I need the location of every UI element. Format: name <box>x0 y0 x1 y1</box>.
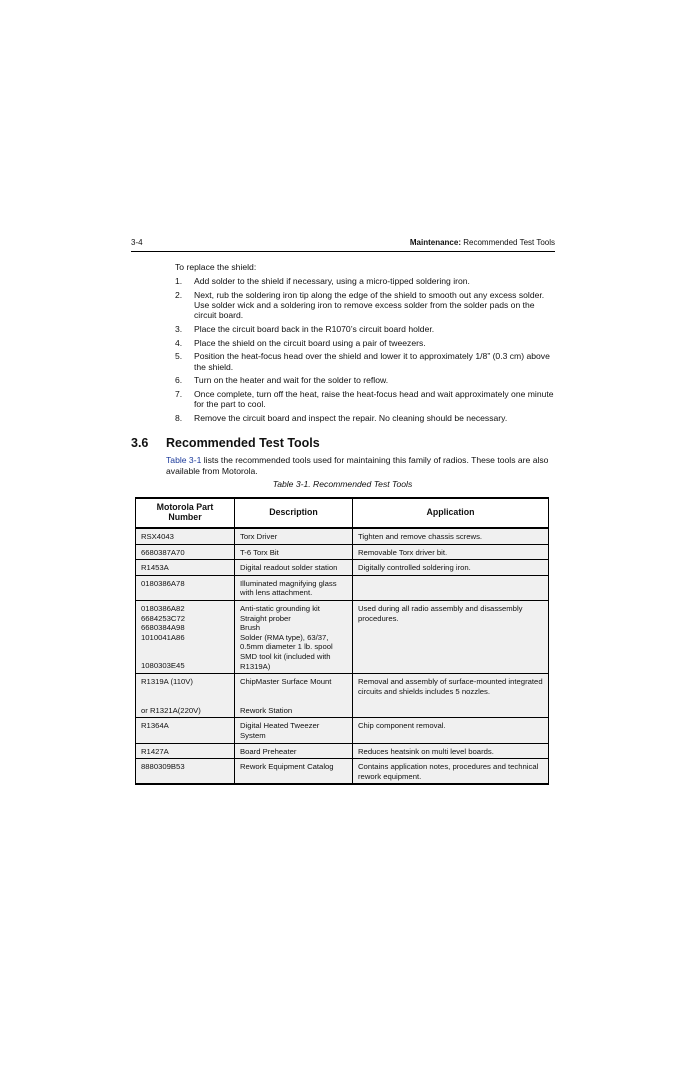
description-line: ChipMaster Surface Mount <box>240 677 332 687</box>
part-number-cell: R1453A <box>136 560 235 576</box>
column-header-application: Application <box>353 498 549 528</box>
step-text: Place the shield on the circuit board using a pair of tweezers. <box>194 337 426 348</box>
paragraph-text: lists the recommended tools used for maintaining this family of radios. These tools are also available from Motorola. <box>166 455 549 476</box>
description-cell: Torx Driver <box>235 528 353 544</box>
description-cell: Digital readout solder station <box>235 560 353 576</box>
part-number: R1319A (110V) <box>141 677 193 687</box>
application-cell: Used during all radio assembly and disassembly procedures. <box>353 600 549 673</box>
list-item <box>175 290 555 321</box>
part-number-cell <box>136 600 235 673</box>
part-number: or R1321A(220V) <box>141 705 201 715</box>
part-number-cell: 0180386A78 <box>136 575 235 600</box>
page-number: 3-4 <box>131 238 143 247</box>
section-number: 3.6 <box>131 436 149 450</box>
description-cell: Rework Equipment Catalog <box>235 759 353 785</box>
list-item <box>175 338 555 348</box>
column-header-description: Description <box>235 498 353 528</box>
part-number: 0180386A82 <box>141 603 185 613</box>
part-number-cell <box>136 674 235 718</box>
table-row <box>136 575 549 600</box>
description-line: Brush <box>240 623 261 633</box>
application-cell: Removal and assembly of surface-mounted integrated circuits and shields includes 5 nozzles. <box>353 674 549 718</box>
table-row <box>136 718 549 743</box>
part-number-cell: 8880309B53 <box>136 759 235 785</box>
column-header-part-number: Motorola Part Number <box>136 498 235 528</box>
table-row <box>136 528 549 544</box>
section-title: Recommended Test Tools <box>166 436 320 450</box>
application-cell: Contains application notes, procedures and technical rework equipment. <box>353 759 549 785</box>
application-cell: Reduces heatsink on multi level boards. <box>353 743 549 759</box>
tools-table <box>135 497 549 785</box>
step-number: 8. <box>175 413 183 423</box>
description-cell <box>235 600 353 673</box>
step-text: Once complete, turn off the heat, raise the heat-focus head and wait approximately one minute for the part to cool. <box>194 389 554 410</box>
application-cell <box>353 575 549 600</box>
table-row <box>136 674 549 718</box>
table-header-row <box>136 498 549 528</box>
list-item <box>175 351 555 372</box>
step-number: 1. <box>175 276 183 286</box>
step-number: 7. <box>175 389 183 400</box>
description-line: Rework Station <box>240 705 293 715</box>
part-number: 1080303E45 <box>141 661 185 671</box>
spacer <box>141 642 229 661</box>
part-number-cell: RSX4043 <box>136 528 235 544</box>
part-number-cell: 6680387A70 <box>136 544 235 560</box>
step-number: 3. <box>175 323 183 334</box>
section-paragraph <box>166 455 556 476</box>
part-number: 1010041A86 <box>141 632 185 642</box>
description-line: SMD tool kit (included with R1319A) <box>240 651 331 671</box>
table-row <box>136 743 549 759</box>
running-title-section: Recommended Test Tools <box>463 238 555 247</box>
step-text: Remove the circuit board and inspect the repair. No cleaning should be necessary. <box>194 413 508 423</box>
step-number: 5. <box>175 351 183 362</box>
table-caption: Table 3-1. Recommended Test Tools <box>272 479 413 489</box>
step-number: 2. <box>175 289 183 300</box>
part-number: 6684253C72 <box>141 613 186 623</box>
step-text: Place the circuit board back in the R1070’s circuit board holder. <box>194 323 435 334</box>
table-reference-link[interactable]: Table 3-1 <box>166 455 202 465</box>
table-row <box>136 544 549 560</box>
running-title <box>410 238 555 247</box>
table-row <box>136 759 549 785</box>
list-item <box>175 389 555 410</box>
list-item <box>175 324 555 334</box>
running-title-chapter: Maintenance: <box>409 238 461 247</box>
application-cell: Removable Torx driver bit. <box>353 544 549 560</box>
step-text: Add solder to the shield if necessary, using a micro-tipped soldering iron. <box>194 276 470 286</box>
step-number: 6. <box>175 375 183 386</box>
description-line: Straight prober <box>240 613 291 623</box>
spacer <box>240 687 347 706</box>
description-cell <box>235 674 353 718</box>
application-cell: Digitally controlled soldering iron. <box>353 560 549 576</box>
intro-text: To replace the shield: <box>175 262 257 272</box>
table-row <box>136 600 549 673</box>
list-item <box>175 276 555 286</box>
description-cell: Board Preheater <box>235 743 353 759</box>
part-number-cell: R1364A <box>136 718 235 743</box>
page-header <box>131 237 555 252</box>
description-cell: T-6 Torx Bit <box>235 544 353 560</box>
table-row <box>136 560 549 576</box>
description-line: Solder (RMA type), 63/37, 0.5mm diameter 1 lb. spool <box>240 632 333 652</box>
description-cell: Digital Heated Tweezer System <box>235 718 353 743</box>
list-item <box>175 413 555 423</box>
spacer <box>141 687 229 706</box>
step-text: Position the heat-focus head over the shield and lower it to approximately 1/8” (0.3 cm) above the shield. <box>194 351 550 372</box>
step-text: Next, rub the soldering iron tip along the edge of the shield to smooth out any excess solder. Use solder wick and a soldering iron to remove excess solder from the solder pads on the circuit board. <box>194 289 545 321</box>
application-cell: Chip component removal. <box>353 718 549 743</box>
list-item <box>175 375 555 385</box>
step-text: Turn on the heater and wait for the solder to reflow. <box>194 375 389 386</box>
description-line: Anti-static grounding kit <box>240 603 320 613</box>
step-number: 4. <box>175 337 183 348</box>
steps-list <box>175 276 555 427</box>
part-number: 6680384A98 <box>141 623 185 633</box>
section-heading <box>131 436 320 450</box>
part-number-cell: R1427A <box>136 743 235 759</box>
application-cell: Tighten and remove chassis screws. <box>353 528 549 544</box>
description-cell: Illuminated magnifying glass with lens attachment. <box>235 575 353 600</box>
